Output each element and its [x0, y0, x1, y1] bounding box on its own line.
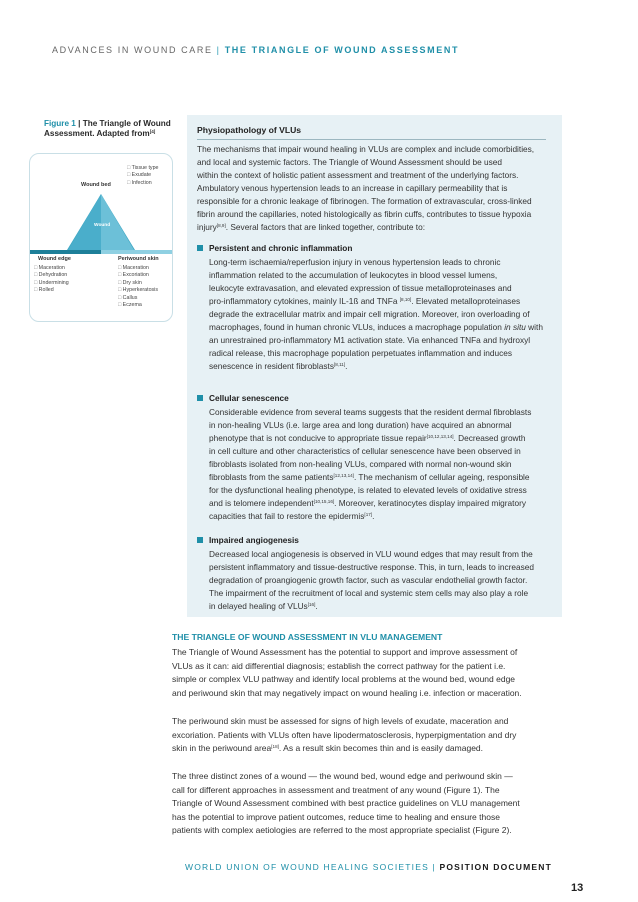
bullet-square-icon	[197, 245, 203, 251]
page-number: 13	[571, 882, 584, 894]
list-item: □ Hyperkeratosis	[118, 287, 158, 294]
wound-bed-list	[127, 165, 158, 187]
citation: [8,9]	[216, 223, 226, 228]
wound-bed-label: Wound bed	[81, 182, 111, 188]
bullet-body-angiogenesis: Decreased local angiogenesis is observed in VLU wound edges that may result from the persistent inflammatory and tissue-destructive response. This, in turn, leads to increased degradation of proangiogenic growth factor, such as vascular endothelial growth factor. The impairment of the recruitment of local and systemic stem cells may also play a role in delayed healing of VLUs[16].	[209, 549, 534, 611]
section-paragraph-1: The Triangle of Wound Assessment has the potential to support and improve assessment of VLUs as it can: aid differential diagnosis; establish the correct pathway for the patient i.e. simple or complex VLU pathway and identify local problems at the wound bed, wound edge and periwound skin that may negatively impact on wound healing i.e. infection or maceration.	[172, 647, 522, 698]
list-item: □ Dry skin	[118, 280, 158, 287]
citation: [18]	[271, 744, 279, 749]
citation: [10,15,16]	[313, 499, 335, 504]
citation: [8,11]	[333, 362, 346, 367]
periwound-list	[118, 265, 158, 309]
citation: [8,10]	[399, 297, 412, 302]
text-line: within the context of holistic patient assessment and treatment of the underlying factors.	[197, 170, 519, 180]
footer-right: POSITION DOCUMENT	[439, 862, 552, 872]
figure-ref: [4]	[149, 129, 156, 134]
bullet-body-senescence: Considerable evidence from several teams suggests that the resident dermal fibroblasts in non-healing VLUs (i.e. large area and long duration) have acquired an abnormal phenotype that is not conducive to appropriate tissue repair[10,12,13,14]. Decreased growth in cell culture and other characteristics of cellular senescence have been observed in fibroblasts isolated from non-healing VLUs, compared with normal non-wound skin fibroblasts from the same patients[12,13,14]. The mechanism of cellular ageing, responsible for the dysfunctional healing phenotype, is related to elevated levels of oxidative stress and is telomere independent[10,15,16]. Moreover, keratinocytes display impaired migratory capacities that fail to restore the epidermis[17].	[209, 407, 532, 521]
list-item: □ Undermining	[34, 280, 69, 287]
list-item: □ Dehydration	[34, 272, 69, 279]
periwound-label: Periwound skin	[118, 256, 159, 262]
text-line: The mechanisms that impair wound healing in VLUs are complex and include comorbidities,	[197, 144, 535, 154]
wound-center-label: Wound	[94, 223, 111, 228]
box-intro	[197, 143, 559, 234]
citation: [17]	[364, 512, 373, 517]
figure-title: | The Triangle of Wound Assessment. Adapted from	[44, 119, 171, 138]
list-item: □ Exudate	[127, 172, 158, 179]
list-item: □ Maceration	[34, 265, 69, 272]
footer-separator: |	[428, 862, 440, 872]
bullet-body-inflammation: Long-term ischaemia/reperfusion injury in venous hypertension leads to chronic inflammation related to the accumulation of leukocytes in blood vessel lumens, leukocyte extravasation, and elevated expression of tissue metalloproteinases and pro-inflammatory cytokines, mainly IL-1ß and TNFa [8,10]. Elevated metalloproteinases degrade the extracellular matrix and impair cell migration. Moreover, iron overloading of macrophages, found in human chronic VLUs, induces a macrophage population in situ with an unrestrained pro-inflammatory M1 activation state. Via enhanced TNFa and hydroxyl radical release, this macrophage population perpetuates inflammation and induces senescence in resident fibroblasts[8,11].	[209, 257, 543, 371]
section-paragraph-3: The three distinct zones of a wound — the wound bed, wound edge and periwound skin — call for different approaches in assessment and treatment of any wound (Figure 1). The Triangle of Wound Assessment combined with best practice guidelines on VLU management has the potential to improve patient outcomes, reduce time to healing and ensure those patients with complex aetiologies are referred to the most appropriate specialist (Figure 2).	[172, 771, 520, 835]
box-title: Physiopathology of VLUs	[197, 125, 302, 135]
text-line: responsible for a chronic leakage of fibrinogen. The formation of extravascular, cross-linked	[197, 196, 532, 206]
list-item: □ Infection	[127, 180, 158, 187]
header-separator: |	[212, 45, 225, 55]
figure-caption	[44, 119, 174, 139]
bullet-heading-senescence: Cellular senescence	[197, 393, 289, 403]
figure-number: Figure 1	[44, 119, 76, 128]
running-header	[52, 45, 459, 55]
list-item: □ Excoriation	[118, 272, 158, 279]
box-divider	[197, 139, 546, 140]
citation: [16]	[307, 602, 316, 607]
bullet-square-icon	[197, 537, 203, 543]
header-left: ADVANCES IN WOUND CARE	[52, 45, 213, 55]
list-item: □ Eczema	[118, 302, 158, 309]
citation: [10,12,13,14]	[426, 434, 454, 439]
text-line: and local and systemic factors. The Triangle of Wound Assessment should be used	[197, 157, 503, 167]
text-line: fibrin around the capillaries, noted histologically as fibrin cuffs, contributes to tissue hypoxia	[197, 209, 532, 219]
footer-left: WORLD UNION OF WOUND HEALING SOCIETIES	[185, 862, 429, 872]
periwound-band	[101, 250, 172, 254]
text-line: Ambulatory venous hypertension leads to an increase in capillary permeability that is	[197, 183, 508, 193]
list-item: □ Tissue type	[127, 165, 158, 172]
running-footer	[185, 862, 552, 872]
wound-edge-list	[34, 265, 69, 295]
text-line: injury[8,9]. Several factors that are linked together, contribute to:	[197, 222, 426, 232]
list-item: □ Rolled	[34, 287, 69, 294]
figure-diagram	[29, 153, 173, 322]
header-right: THE TRIANGLE OF WOUND ASSESSMENT	[224, 45, 460, 55]
citation: [12,13,14]	[333, 473, 354, 478]
list-item: □ Maceration	[118, 265, 158, 272]
list-item: □ Callus	[118, 295, 158, 302]
bullet-heading-angiogenesis: Impaired angiogenesis	[197, 535, 299, 545]
wound-edge-label: Wound edge	[38, 256, 71, 262]
section-paragraph-2: The periwound skin must be assessed for signs of high levels of exudate, maceration and excoriation. Patients with VLUs often have lipodermatosclerosis, hyperpigmentation and dry skin in the periwound area[18]. As a result skin becomes thin and is easily damaged.	[172, 716, 517, 753]
bullet-square-icon	[197, 395, 203, 401]
bullet-heading-inflammation: Persistent and chronic inflammation	[197, 243, 352, 253]
section-heading: THE TRIANGLE OF WOUND ASSESSMENT IN VLU MANAGEMENT	[172, 632, 443, 642]
wound-edge-band	[30, 250, 101, 254]
